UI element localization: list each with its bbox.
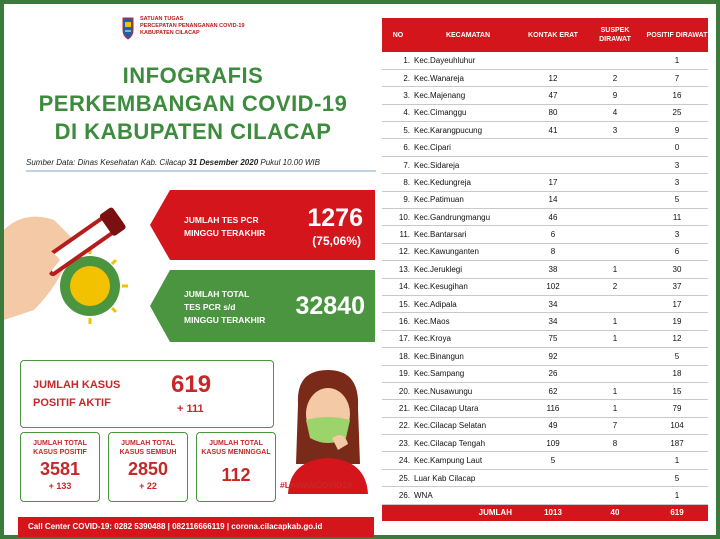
row-kecamatan: Kec.Gandrungmangu	[414, 209, 522, 226]
table-row	[382, 365, 708, 382]
card-delta: + 22	[139, 481, 157, 491]
pcr-weekly-box	[170, 190, 375, 260]
row-positif: 30	[646, 261, 708, 278]
row-kontak-erat	[522, 156, 584, 173]
row-kecamatan: Kec.Patimuan	[414, 191, 522, 208]
card-value: 3581	[39, 459, 81, 479]
row-no: 18.	[382, 348, 414, 365]
data-source	[26, 158, 320, 167]
table-row	[382, 417, 708, 434]
row-kecamatan: Kec.Dayeuhluhur	[414, 52, 522, 69]
row-suspek	[584, 209, 646, 226]
row-kontak-erat: 34	[522, 295, 584, 312]
row-no: 4.	[382, 104, 414, 121]
row-no: 9.	[382, 191, 414, 208]
row-no: 26.	[382, 487, 414, 504]
row-suspek	[584, 243, 646, 260]
table-row	[382, 226, 708, 243]
active-cases-label	[33, 376, 120, 412]
title-line: INFOGRAFIS	[122, 63, 264, 88]
table-row	[382, 487, 708, 504]
table-total-row	[382, 504, 708, 521]
table-row	[382, 452, 708, 469]
card-label-line: JUMLAH TOTAL	[121, 440, 175, 447]
pcr-total-value: 32840	[295, 292, 365, 320]
row-no: 22.	[382, 417, 414, 434]
card-value: 112	[221, 465, 251, 485]
header-positif: POSITIF DIRAWAT	[646, 18, 708, 52]
row-kontak-erat: 8	[522, 243, 584, 260]
table-row	[382, 209, 708, 226]
row-kecamatan: Kec.Sampang	[414, 365, 522, 382]
row-kecamatan: Luar Kab Cilacap	[414, 469, 522, 486]
row-no: 15.	[382, 295, 414, 312]
table-header-row	[382, 18, 708, 52]
table-row	[382, 156, 708, 173]
total-kontak: 1013	[522, 504, 584, 521]
row-suspek	[584, 174, 646, 191]
row-kontak-erat: 49	[522, 417, 584, 434]
row-no: 3.	[382, 87, 414, 104]
row-no: 6.	[382, 139, 414, 156]
divider	[26, 170, 376, 172]
active-cases-delta: + 111	[177, 403, 204, 415]
row-suspek: 3	[584, 122, 646, 139]
row-kecamatan: WNA	[414, 487, 522, 504]
row-kecamatan: Kec.Kampung Laut	[414, 452, 522, 469]
total-deaths-card	[196, 432, 276, 502]
row-positif: 25	[646, 104, 708, 121]
row-kontak-erat: 12	[522, 69, 584, 86]
table-row	[382, 52, 708, 69]
pcr-weekly-value: 1276	[307, 204, 363, 232]
row-suspek	[584, 487, 646, 504]
header-kecamatan: KECAMATAN	[414, 18, 522, 52]
row-kontak-erat: 116	[522, 400, 584, 417]
table-body	[382, 52, 708, 504]
row-kontak-erat: 92	[522, 348, 584, 365]
row-positif: 17	[646, 295, 708, 312]
table-row	[382, 295, 708, 312]
row-suspek	[584, 295, 646, 312]
org-line: PERCEPATAN PENANGANAN COVID-19	[140, 23, 245, 29]
org-name	[140, 16, 245, 37]
table-row	[382, 313, 708, 330]
row-suspek: 2	[584, 69, 646, 86]
row-positif: 15	[646, 382, 708, 399]
row-kecamatan: Kec.Nusawungu	[414, 382, 522, 399]
table-row	[382, 348, 708, 365]
row-kontak-erat: 62	[522, 382, 584, 399]
row-kontak-erat: 5	[522, 452, 584, 469]
table-row	[382, 139, 708, 156]
row-kontak-erat: 38	[522, 261, 584, 278]
row-kontak-erat: 6	[522, 226, 584, 243]
row-positif: 5	[646, 348, 708, 365]
row-kecamatan: Kec.Cimanggu	[414, 104, 522, 121]
row-kontak-erat	[522, 487, 584, 504]
pcr-total-box	[170, 270, 375, 342]
row-positif: 37	[646, 278, 708, 295]
row-no: 2.	[382, 69, 414, 86]
row-suspek	[584, 452, 646, 469]
row-positif: 3	[646, 226, 708, 243]
row-suspek: 4	[584, 104, 646, 121]
row-kecamatan: Kec.Bantarsari	[414, 226, 522, 243]
row-kontak-erat: 80	[522, 104, 584, 121]
row-no: 8.	[382, 174, 414, 191]
table-row	[382, 243, 708, 260]
table-row	[382, 278, 708, 295]
row-positif: 3	[646, 174, 708, 191]
row-suspek: 8	[584, 435, 646, 452]
pcr-total-arrow	[150, 270, 170, 342]
row-no: 20.	[382, 382, 414, 399]
row-suspek	[584, 139, 646, 156]
row-suspek	[584, 226, 646, 243]
table-row	[382, 69, 708, 86]
row-positif: 3	[646, 156, 708, 173]
source-time: Pukul 10.00 WIB	[260, 158, 320, 167]
card-label-line: JUMLAH TOTAL	[33, 440, 87, 447]
table-row	[382, 191, 708, 208]
title-line: PERKEMBANGAN COVID-19	[38, 91, 348, 116]
row-positif: 11	[646, 209, 708, 226]
table-row	[382, 87, 708, 104]
row-suspek: 7	[584, 417, 646, 434]
row-positif: 1	[646, 52, 708, 69]
row-suspek: 9	[584, 87, 646, 104]
title-line: DI KABUPATEN CILACAP	[54, 119, 332, 144]
card-delta: + 133	[48, 481, 72, 491]
active-cases-label-line: POSITIF AKTIF	[33, 397, 111, 409]
card-label	[197, 439, 275, 457]
row-positif: 5	[646, 469, 708, 486]
row-positif: 6	[646, 243, 708, 260]
row-kecamatan: Kec.Wanareja	[414, 69, 522, 86]
page-title	[4, 62, 382, 146]
row-kontak-erat: 102	[522, 278, 584, 295]
table-row	[382, 122, 708, 139]
card-label	[21, 439, 99, 457]
table-row	[382, 174, 708, 191]
card-value: 2850	[127, 459, 169, 479]
total-positif: 619	[646, 504, 708, 521]
row-kecamatan: Kec.Cipari	[414, 139, 522, 156]
row-kontak-erat: 109	[522, 435, 584, 452]
row-positif: 79	[646, 400, 708, 417]
row-kecamatan: Kec.Cilacap Utara	[414, 400, 522, 417]
district-table	[382, 18, 708, 521]
pcr-weekly-percent: (75,06%)	[312, 234, 361, 248]
row-no: 1.	[382, 52, 414, 69]
card-label-line: JUMLAH TOTAL	[209, 440, 263, 447]
row-kontak-erat: 47	[522, 87, 584, 104]
card-label-line: KASUS MENINGGAL	[201, 449, 271, 456]
pcr-total-label	[184, 288, 265, 327]
org-header	[122, 16, 245, 40]
table-row	[382, 261, 708, 278]
header-no: NO	[382, 18, 414, 52]
row-kecamatan: Kec.Kesugihan	[414, 278, 522, 295]
pcr-weekly-label	[184, 214, 265, 240]
row-kecamatan: Kec.Majenang	[414, 87, 522, 104]
row-no: 17.	[382, 330, 414, 347]
pcr-total-label-line: JUMLAH TOTAL	[184, 289, 250, 299]
row-kontak-erat: 14	[522, 191, 584, 208]
table-row	[382, 330, 708, 347]
row-no: 13.	[382, 261, 414, 278]
row-suspek: 1	[584, 261, 646, 278]
row-kecamatan: Kec.Kawunganten	[414, 243, 522, 260]
row-suspek	[584, 191, 646, 208]
source-prefix: Sumber Data: Dinas Kesehatan Kab. Cilacap	[26, 158, 187, 167]
card-label	[109, 439, 187, 457]
row-positif: 12	[646, 330, 708, 347]
header-suspek: SUSPEK DIRAWAT	[584, 18, 646, 52]
org-line: SATUAN TUGAS	[140, 16, 184, 22]
row-suspek: 1	[584, 382, 646, 399]
row-kontak-erat: 34	[522, 313, 584, 330]
total-suspek: 40	[584, 504, 646, 521]
pcr-weekly-label-line: MINGGU TERAKHIR	[184, 228, 266, 238]
row-positif: 1	[646, 452, 708, 469]
row-positif: 9	[646, 122, 708, 139]
row-kecamatan: Kec.Karangpucung	[414, 122, 522, 139]
row-kontak-erat: 46	[522, 209, 584, 226]
row-suspek	[584, 52, 646, 69]
infographic-panel	[4, 4, 716, 535]
row-suspek: 2	[584, 278, 646, 295]
row-kontak-erat: 17	[522, 174, 584, 191]
card-label-line: KASUS POSITIF	[33, 449, 87, 456]
table-row	[382, 435, 708, 452]
row-no: 14.	[382, 278, 414, 295]
row-suspek	[584, 156, 646, 173]
cilacap-emblem-icon	[122, 16, 134, 40]
total-label: JUMLAH	[414, 504, 522, 521]
row-positif: 0	[646, 139, 708, 156]
pcr-weekly-label-line: JUMLAH TES PCR	[184, 215, 259, 225]
row-positif: 187	[646, 435, 708, 452]
pcr-arrow	[150, 190, 170, 260]
row-no: 24.	[382, 452, 414, 469]
row-kontak-erat	[522, 52, 584, 69]
row-positif: 104	[646, 417, 708, 434]
row-positif: 7	[646, 69, 708, 86]
row-kecamatan: Kec.Binangun	[414, 348, 522, 365]
source-date: 31 Desember 2020	[188, 158, 259, 167]
row-suspek: 1	[584, 313, 646, 330]
table-row	[382, 469, 708, 486]
hashtag: #LAWANCOVID19	[280, 480, 352, 490]
card-label-line: KASUS SEMBUH	[119, 449, 177, 456]
row-kecamatan: Kec.Adipala	[414, 295, 522, 312]
row-no: 25.	[382, 469, 414, 486]
row-kontak-erat: 26	[522, 365, 584, 382]
row-no: 19.	[382, 365, 414, 382]
row-positif: 16	[646, 87, 708, 104]
header-kontak-erat: KONTAK ERAT	[522, 18, 584, 52]
row-suspek	[584, 469, 646, 486]
pcr-total-label-line: TES PCR s/d	[184, 302, 236, 312]
row-positif: 1	[646, 487, 708, 504]
row-no: 11.	[382, 226, 414, 243]
row-kontak-erat: 75	[522, 330, 584, 347]
row-positif: 5	[646, 191, 708, 208]
active-cases-card	[20, 360, 274, 428]
row-kontak-erat	[522, 469, 584, 486]
row-kecamatan: Kec.Kedungreja	[414, 174, 522, 191]
row-no: 7.	[382, 156, 414, 173]
call-center-footer: Call Center COVID-19: 0282 5390488 | 082116666119 | corona.cilacapkab.go.id	[18, 517, 374, 537]
row-no: 12.	[382, 243, 414, 260]
row-positif: 19	[646, 313, 708, 330]
row-no: 23.	[382, 435, 414, 452]
total-spacer	[382, 504, 414, 521]
total-recovered-card	[108, 432, 188, 502]
row-kecamatan: Kec.Cilacap Tengah	[414, 435, 522, 452]
row-kontak-erat	[522, 139, 584, 156]
row-kecamatan: Kec.Cilacap Selatan	[414, 417, 522, 434]
row-kecamatan: Kec.Maos	[414, 313, 522, 330]
active-cases-label-line: JUMLAH KASUS	[33, 379, 121, 391]
row-no: 5.	[382, 122, 414, 139]
row-no: 10.	[382, 209, 414, 226]
active-cases-value: 619	[171, 371, 212, 398]
pcr-total-label-line: MINGGU TERAKHIR	[184, 315, 266, 325]
row-suspek: 1	[584, 400, 646, 417]
row-suspek	[584, 348, 646, 365]
left-column	[4, 4, 382, 535]
row-positif: 18	[646, 365, 708, 382]
row-no: 21.	[382, 400, 414, 417]
org-line: KABUPATEN CILACAP	[140, 30, 200, 36]
table-row	[382, 400, 708, 417]
row-no: 16.	[382, 313, 414, 330]
row-kontak-erat: 41	[522, 122, 584, 139]
row-kecamatan: Kec.Kroya	[414, 330, 522, 347]
row-kecamatan: Kec.Jeruklegi	[414, 261, 522, 278]
masked-woman-illustration	[278, 364, 378, 494]
row-suspek	[584, 365, 646, 382]
total-positive-card	[20, 432, 100, 502]
table-row	[382, 382, 708, 399]
row-kecamatan: Kec.Sidareja	[414, 156, 522, 173]
test-tube-virus-illustration	[4, 190, 154, 340]
table-row	[382, 104, 708, 121]
row-suspek: 1	[584, 330, 646, 347]
